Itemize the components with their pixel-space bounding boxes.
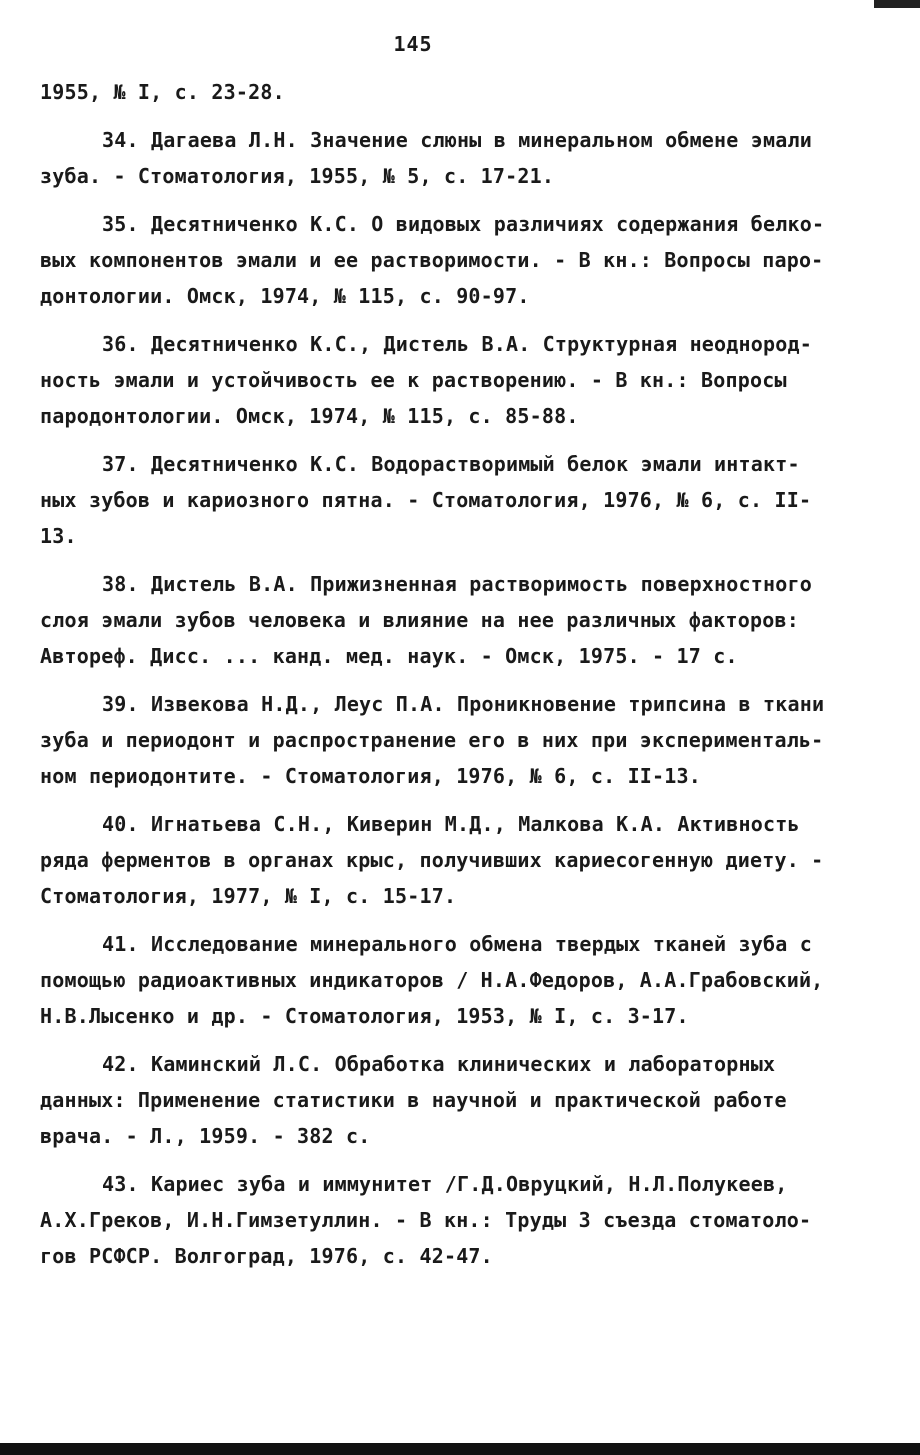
bibliography-line: гов РСФСР. Волгоград, 1976, с. 42-47. [40,1244,493,1268]
bibliography-line: пародонтологии. Омск, 1974, № 115, с. 85-88. [40,404,579,428]
scan-edge-mark-top [874,0,920,8]
bibliography-line: 40. Игнатьева С.Н., Киверин М.Д., Малкова К.А. Активность [102,812,800,836]
bibliography-line: Автореф. Дисс. ... канд. мед. наук. - Омск, 1975. - 17 с. [40,644,738,668]
bibliography-line: донтологии. Омск, 1974, № 115, с. 90-97. [40,284,530,308]
bibliography-line: 35. Десятниченко К.С. О видовых различиях содержания белко- [102,212,825,236]
bibliography-line: 13. [40,524,77,548]
bibliography-line: 41. Исследование минерального обмена твердых тканей зуба с [102,932,812,956]
bibliography-line: вых компонентов эмали и ее растворимости. - В кн.: Вопросы паро- [40,248,824,272]
bibliography-line: слоя эмали зубов человека и влияние на нее различных факторов: [40,608,799,632]
bibliography-line: зуба и периодонт и распространение его в них при эксперименталь- [40,728,824,752]
bibliography-line: 1955, № I, с. 23-28. [40,80,285,104]
bibliography-line: А.Х.Греков, И.Н.Гимзетуллин. - В кн.: Труды 3 съезда стоматоло- [40,1208,812,1232]
bibliography-line: данных: Применение статистики в научной и практической работе [40,1088,787,1112]
bibliography-line: зуба. - Стоматология, 1955, № 5, с. 17-21. [40,164,555,188]
bibliography-line: помощью радиоактивных индикаторов / Н.А.Федоров, А.А.Грабовский, [40,968,824,992]
bibliography-line: ряда ферментов в органах крыс, получивших кариесогенную диету. - [40,848,824,872]
bibliography-line: ных зубов и кариозного пятна. - Стоматология, 1976, № 6, с. II- [40,488,812,512]
bibliography-line: 42. Каминский Л.С. Обработка клинических и лабораторных [102,1052,776,1076]
bibliography-line: 34. Дагаева Л.Н. Значение слюны в минеральном обмене эмали [102,128,812,152]
bibliography-line: Н.В.Лысенко и др. - Стоматология, 1953, № I, с. 3-17. [40,1004,689,1028]
bibliography-line: 39. Извекова Н.Д., Леус П.А. Проникновение трипсина в ткани [102,692,825,716]
bibliography-list [40,74,866,1274]
scan-edge-mark-bottom [0,1443,920,1455]
bibliography-line: 37. Десятниченко К.С. Водорастворимый белок эмали интакт- [102,452,800,476]
bibliography-line: 43. Кариес зуба и иммунитет /Г.Д.Овруцкий, Н.Л.Полукеев, [102,1172,788,1196]
bibliography-line: 36. Десятниченко К.С., Дистель В.А. Структурная неоднород- [102,332,812,356]
bibliography-line: ном периодонтите. - Стоматология, 1976, № 6, с. II-13. [40,764,702,788]
bibliography-line: 38. Дистель В.А. Прижизненная растворимость поверхностного [102,572,812,596]
bibliography-line: врача. - Л., 1959. - 382 с. [40,1124,371,1148]
bibliography-line: ность эмали и устойчивость ее к растворению. - В кн.: Вопросы [40,368,787,392]
bibliography-line: Стоматология, 1977, № I, с. 15-17. [40,884,457,908]
page-number: 145 [393,32,433,56]
